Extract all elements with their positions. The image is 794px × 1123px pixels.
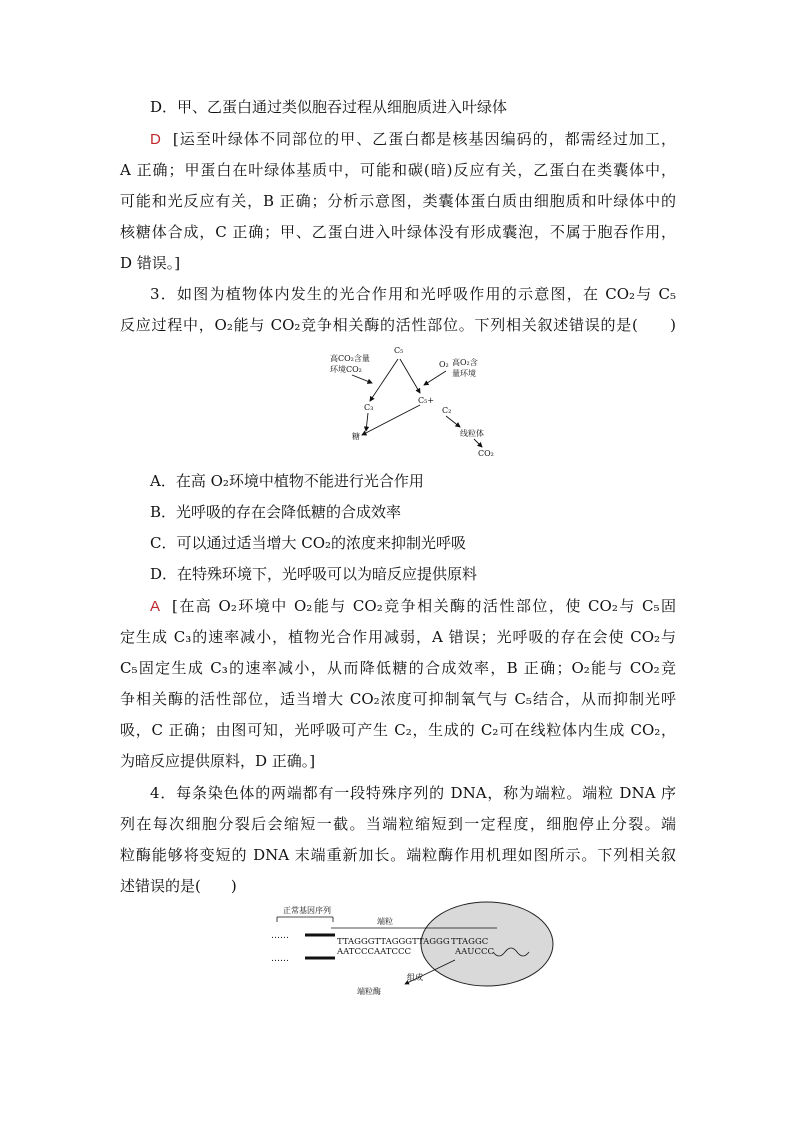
o2-env-label: 量环境	[452, 369, 476, 378]
q2-explanation-line: D 错误。]	[120, 254, 181, 272]
q3-stem: 反应过程中，O₂能与 CO₂竞争相关酶的活性部位。下列相关叙述错误的是( )	[120, 316, 676, 334]
q3-option-b: B．光呼吸的存在会降低糖的合成效率	[150, 503, 402, 521]
arrow-c5-to-c5plus	[400, 359, 420, 393]
q2-option-d: D．甲、乙蛋白通过类似胞吞过程从细胞质进入叶绿体	[150, 98, 508, 116]
top-strand-seq: TTAGGGTTAGGGTTAGGG	[337, 937, 450, 947]
arrow-co2-in	[352, 375, 372, 383]
dots-bottom: ……	[271, 954, 289, 964]
mito-label: 线粒体	[460, 429, 484, 438]
q2-explanation-line: 可能和光反应有关，B 正确；分析示意图，类囊体蛋白质由细胞质和叶绿体中的	[120, 192, 676, 210]
q4-stem: 粒酶能够将变短的 DNA 末端重新加长。端粒酶作用机理如图所示。下列相关叙	[120, 846, 676, 864]
rna-template-seq: AAUCCC	[455, 947, 494, 957]
arrow-c5-to-c3	[370, 359, 398, 401]
telomerase-label: 端粒酶	[357, 987, 381, 996]
q2-explanation-line: 核糖体合成，C 正确；甲、乙蛋白进入叶绿体没有形成囊泡，不属于胞吞作用，	[120, 223, 676, 241]
arrow-c3-to-sugar	[366, 413, 368, 431]
q3-explanation-line: 吸，C 正确；由图可知，光呼吸可产生 C₂，生成的 C₂可在线粒体内生成 CO₂，	[120, 721, 676, 739]
c2-label: C₂	[442, 406, 452, 415]
q3-option-c: C．可以通过适当增大 CO₂的浓度来抑制光呼吸	[150, 534, 467, 552]
q4-stem: 列在每次细胞分裂后会缩短一截。当端粒缩短到一定程度，细胞停止分裂。端	[120, 815, 676, 833]
bottom-strand-seq: AATCCCAATCCC	[337, 947, 411, 957]
q3-option-a: A．在高 O₂环境中植物不能进行光合作用	[150, 472, 424, 490]
c5plus-label: C₅+	[418, 396, 435, 405]
high-co2-label: 高CO₂含量	[330, 354, 370, 363]
telomerase-diagram	[265, 900, 565, 1000]
arrow-to-mito	[446, 416, 460, 427]
top-strand-extension: TTAGGC	[451, 937, 489, 947]
c3-label: C₃	[364, 403, 374, 412]
co2-out-label: CO₂	[478, 449, 494, 458]
q3-explanation-line: 争相关酶的活性部位，适当增大 CO₂浓度可抑制氧气与 C₅结合，从而抑制光呼	[120, 690, 676, 708]
q3-stem: 3．如图为植物体内发生的光合作用和光呼吸作用的示意图，在 CO₂与 C₅	[150, 285, 676, 303]
q2-explanation-line: D [运至叶绿体不同部位的甲、乙蛋白都是核基因编码的，都需经过加工，	[150, 130, 676, 148]
q4-stem: 4．每条染色体的两端都有一段特殊序列的 DNA，称为端粒。端粒 DNA 序	[150, 784, 676, 802]
arrow-o2-in	[424, 371, 446, 385]
telomere-label: 端粒	[377, 917, 393, 926]
high-o2-label: 高O₂含	[452, 358, 478, 367]
o2-label: O₂	[439, 360, 449, 369]
q3-option-d: D．在特殊环境下，光呼吸可以为暗反应提供原料	[150, 565, 478, 583]
compose-label: 组成	[407, 973, 423, 982]
q3-answer: A	[150, 598, 161, 615]
q2-answer: D	[150, 131, 161, 148]
q3-explanation-line: 定生成 C₃的速率减小，植物光合作用减弱，A 错误；光呼吸的存在会使 CO₂与	[120, 628, 676, 646]
sugar-label: 糖	[352, 432, 360, 441]
q3-explanation-line: 为暗反应提供原料，D 正确。]	[120, 752, 316, 770]
q2-explanation-line: A 正确；甲蛋白在叶绿体基质中，可能和碳(暗)反应有关，乙蛋白在类囊体中，	[120, 161, 676, 179]
arrow-mito-to-co2	[474, 439, 482, 447]
q3-explanation-line: A [在高 O₂环境中 O₂能与 CO₂竞争相关酶的活性部位，使 CO₂与 C₅固	[150, 597, 676, 615]
c5-label: C₅	[394, 346, 404, 355]
photorespiration-diagram	[320, 343, 510, 461]
q4-stem: 述错误的是( )	[120, 877, 237, 895]
env-co2-label: 环境CO₂	[330, 365, 362, 374]
dots-top: ……	[271, 931, 289, 941]
q3-explanation-line: C₅固定生成 C₃的速率减小，从而降低糖的合成效率，B 正确；O₂能与 CO₂竞	[120, 659, 676, 677]
normal-gene-label: 正常基因序列	[283, 906, 331, 915]
